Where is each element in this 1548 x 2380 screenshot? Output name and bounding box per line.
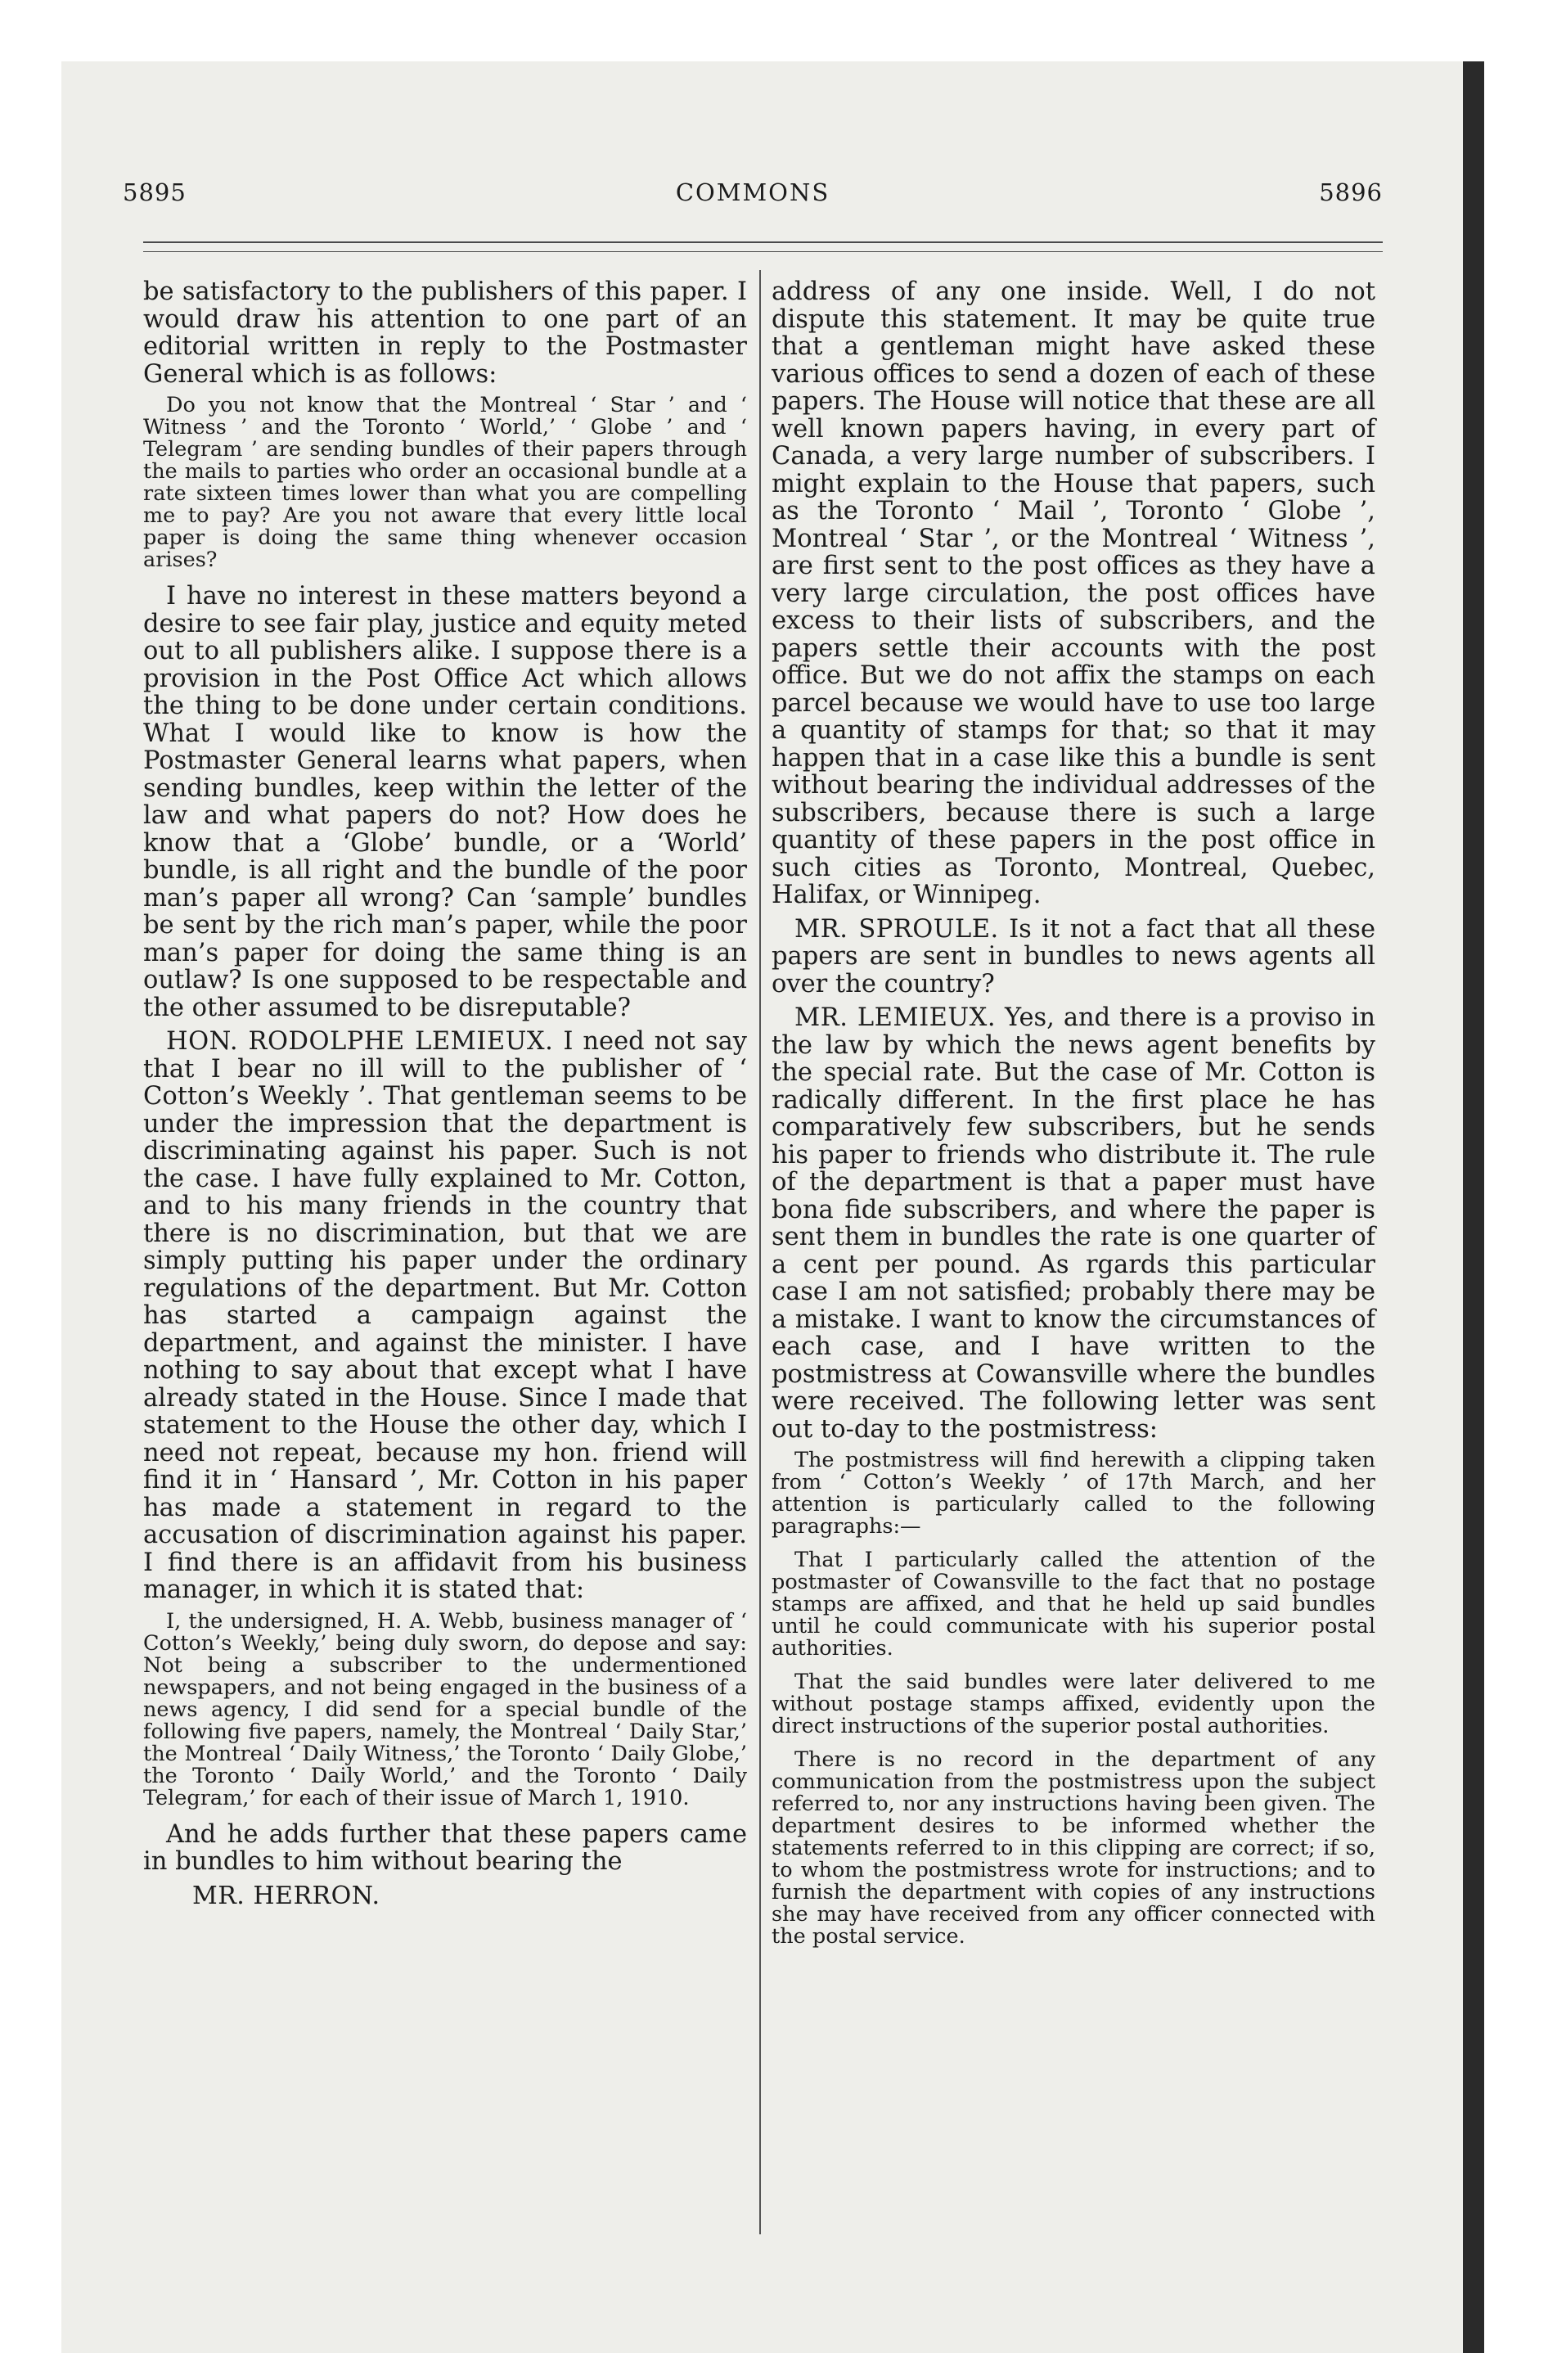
speaker-interjection: MR. HERRON. [192,1881,380,1910]
quoted-letter: The postmistress will find herewith a clipping taken from ‘ Cotton’s Weekly ’ of 17th March, and her attention is particularly called to the following paragraphs:— [772,1448,1375,1539]
right-column [772,278,1375,1959]
quoted-editorial: Do you not know that the Montreal ‘ Star ’ and ‘ Witness ’ and the Toronto ‘ World,’ ‘ Globe ’ and ‘ Telegram ’ are sending bundles of their papers through the mails to parties who order an occasional bundle at a rate sixteen times lower than what you are compelling me to pay? Are you not aware that every little local paper is doing the same thing whenever occasion arises? [143,393,747,572]
header-rule [143,241,1383,243]
column-divider [759,270,761,2234]
speaker-name: MR. SPROULE. [794,914,999,944]
speech-text: Is it not a fact that all these papers are sent in bundles to news agents all over the country? [772,914,1375,998]
speaker-name: HON. RODOLPHE LEMIEUX. [166,1027,554,1056]
speech-text: I need not say that I bear no ill will to the publisher of ‘ Cotton’s Weekly ’. That gentleman seems to be under the impression that the department is discriminating against his paper. Such is not the case. I have fully explained to Mr. Cotton, and to his many friends in the country that there is no discrimination, but that we are simply putting his paper under the ordinary regulations of the department. But Mr. Cotton has started a campaign against the department, and against the minister. I have nothing to say about that except what I have already stated in the House. Since I made that statement to the House the other day, which I need not repeat, because my hon. friend will find it in ‘ Hansard ’, Mr. Cotton in his paper has made a statement in regard to the accusation of discrimination against his paper. I find there is an affidavit from his business manager, in which it is stated that: [143,1027,747,1604]
speech-text: Yes, and there is a proviso in the law by which the news agent benefits by the special rate. But the case of Mr. Cotton is radically different. In the first place he has comparatively few subscribers, but he sends his paper to friends who distribute it. The rule of the department is that a paper must have bona fide subscribers, and where the paper is sent them in bundles the rate is one quarter of a cent per pound. As rgards this particular case I am not satisfied; probably there may be a mistake. I want to know the circumstances of each case, and I have written to the postmistress at Cowansville where the bundles were received. The following letter was sent out to-day to the postmistress: [772,1003,1376,1444]
quoted-letter: That I particularly called the attention of the postmaster of Cowansville to the fact that no postage stamps are affixed, and that he held up said bundles until he could communicate with his superior postal authorities. [772,1548,1375,1661]
quoted-letter: That the said bundles were later delivered to me without postage stamps affixed, evidently upon the direct instructions of the superior postal authorities. [772,1670,1375,1738]
scan-edge-bar [1463,61,1484,2353]
paragraph: be satisfactory to the publishers of this paper. I would draw his attention to one part of an editorial written in reply to the Postmaster General which is as follows: [143,277,747,389]
header-rule-thin [143,251,1383,252]
page-number-right: 5896 [1319,178,1383,206]
page-title: COMMONS [675,178,830,206]
paragraph: address of any one inside. Well, I do not dispute this statement. It may be quite true that a gentleman might have asked these various offices to send a dozen of each of these papers. The House will notice that these are all well known papers having, in every part of Canada, a very large number of subscribers. I might explain to the House that papers, such as the Toronto ‘ Mail ’, Toronto ‘ Globe ’, Montreal ‘ Star ’, or the Montreal ‘ Witness ’, are first sent to the post offices as they have a very large circulation, the post offices have excess to their lists of subscribers, and the papers settle their accounts with the post office. But we do not affix the stamps on each parcel because we would have to use too large a quantity of stamps for that; so that it may happen that in a case like this a bundle is sent without bearing the individual addresses of the subscribers, because there is such a large quantity of these papers in the post office in such cities as Toronto, Montreal, Quebec, Halifax, or Winnipeg. [772,277,1375,909]
paragraph: I have no interest in these matters beyond a desire to see fair play, justice and equity meted out to all publishers alike. I suppose there is a provision in the Post Office Act which allows the thing to be done under certain conditions. What I would like to know is how the Postmaster General learns what papers, when sending bundles, keep within the letter of the law and what papers do not? How does he know that a ‘Globe’ bundle, or a ‘World’ bundle, is all right and the bundle of the poor man’s paper all wrong? Can ‘sample’ bundles be sent by the rich man’s paper, while the poor man’s paper for doing the same thing is an outlaw? Is one supposed to be respectable and the other assumed to be disreputable? [143,582,747,1022]
paragraph: And he adds further that these papers came in bundles to him without bearing the [143,1819,747,1876]
page-header [123,178,1383,228]
quoted-affidavit: I, the undersigned, H. A. Webb, business manager of ‘ Cotton’s Weekly,’ being duly sworn, do depose and say: Not being a subscriber to the undermentioned newspapers, and not being engaged in the business of a news agency, I did send for a special bundle of the following five papers, namely, the Montreal ‘ Daily Star,’ the Montreal ‘ Daily Witness,’ the Toronto ‘ Daily Globe,’ the Toronto ‘ Daily World,’ and the Toronto ‘ Daily Telegram,’ for each of their issue of March 1, 1910. [143,1608,747,1810]
speech-paragraph [143,1028,747,1604]
speaker-name: MR. LEMIEUX. [794,1003,997,1032]
page-number-left: 5895 [123,178,187,206]
speech-paragraph [772,1004,1375,1443]
left-column [143,278,747,1910]
quoted-letter: There is no record in the department of any communication from the postmistress upon the subject referred to, nor any instructions having been given. The department desires to be informed whether the statements referred to in this clipping are correct; if so, to whom the postmistress wrote for instructions; and to furnish the department with copies of any instructions she may have received from any officer connected with the postal service. [772,1747,1375,1949]
speech-paragraph [772,916,1375,998]
